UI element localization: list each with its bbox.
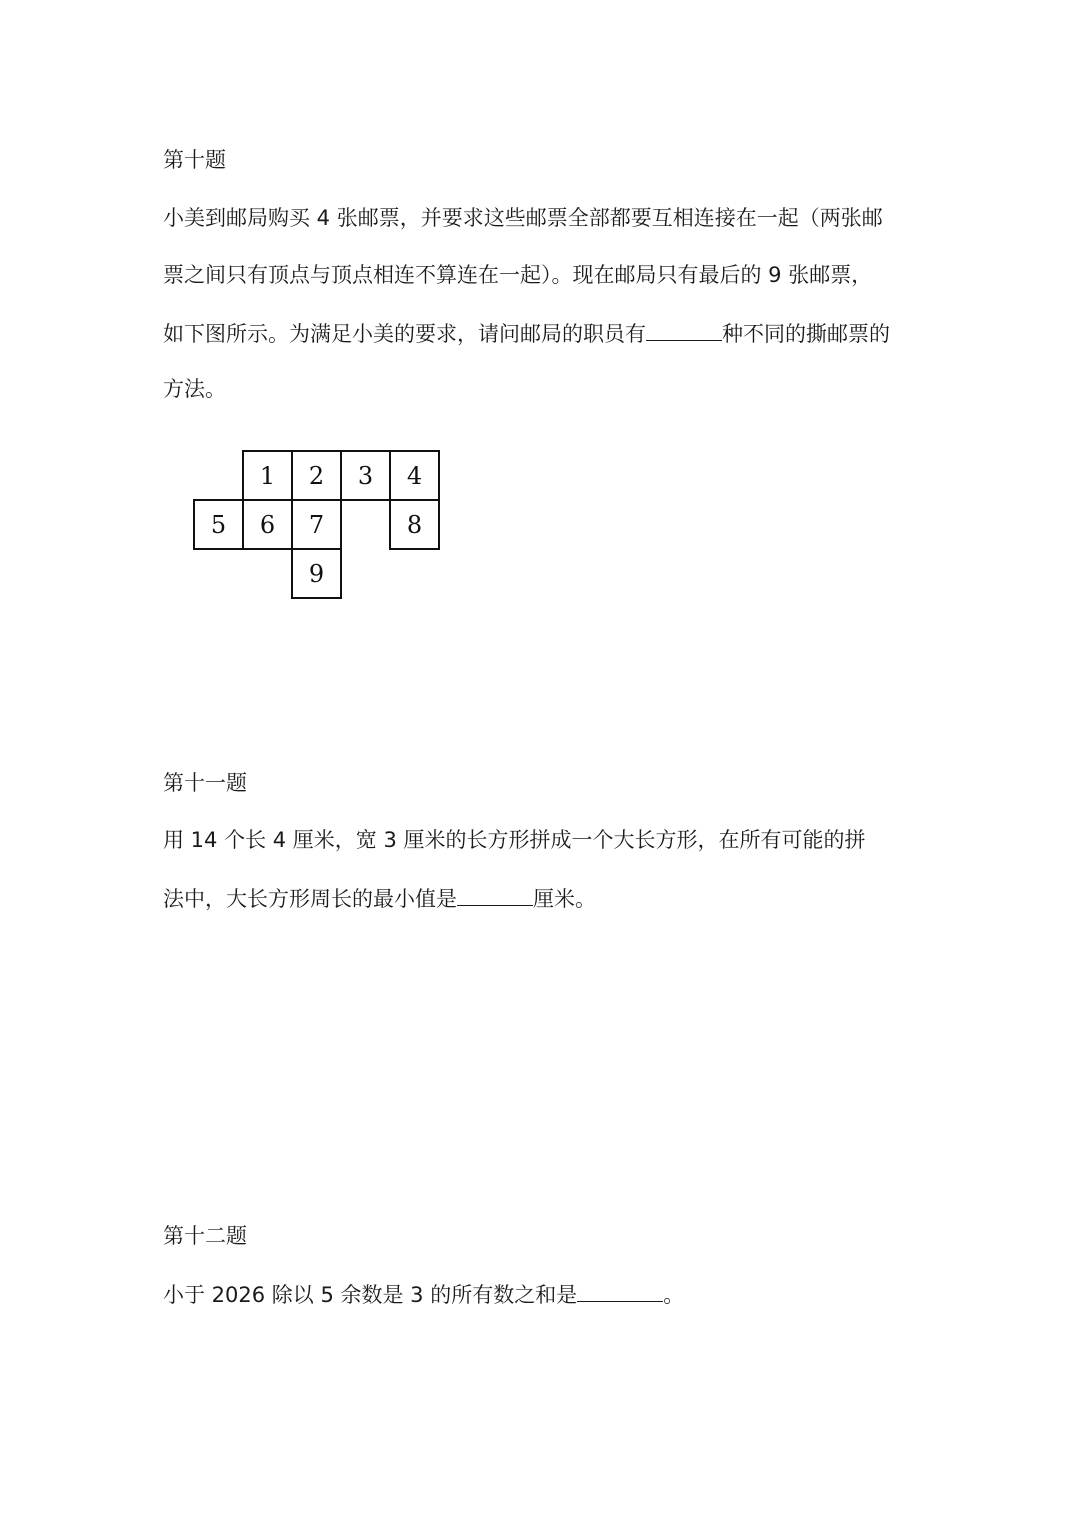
q11-answer-blank [457,883,533,906]
q10-text-line-1: 小美到邮局购买 4 张邮票，并要求这些邮票全部都要互相连接在一起（两张邮 [163,206,883,230]
stamp-2: 2 [308,461,325,490]
stamp-9: 9 [308,559,325,588]
q10-line3-after-blank: 种不同的撕邮票的 [722,322,890,346]
q10-text-line-3 [163,318,890,348]
q10-answer-blank [646,318,722,341]
q10-line3-before-blank: 如下图所示。为满足小美的要求，请问邮局的职员有 [163,322,646,346]
stamp-6: 6 [259,510,276,539]
q12-line1-before-blank: 小于 2026 除以 5 余数是 3 的所有数之和是 [163,1283,578,1307]
q10-text-line-4: 方法。 [163,377,226,401]
stamp-3: 3 [357,461,374,490]
stamp-4: 4 [406,461,423,490]
q12-answer-blank [577,1279,663,1302]
stamp-7: 7 [308,510,325,539]
q12-text-line-1 [163,1279,684,1309]
q11-line2-before-blank: 法中，大长方形周长的最小值是 [163,887,457,911]
q11-heading: 第十一题 [163,771,247,795]
stamp-1: 1 [259,461,276,490]
stamp-5: 5 [210,510,227,539]
q12-heading: 第十二题 [163,1224,247,1248]
q11-text-line-2 [163,883,596,913]
stamp-figure [193,450,441,602]
q11-line2-after-blank: 厘米。 [533,887,596,911]
q11-text-line-1: 用 14 个长 4 厘米，宽 3 厘米的长方形拼成一个大长方形，在所有可能的拼 [163,828,866,852]
q10-text-line-2: 票之间只有顶点与顶点相连不算连在一起）。现在邮局只有最后的 9 张邮票， [163,263,873,287]
q12-line1-after-blank: 。 [663,1283,685,1307]
q10-heading: 第十题 [163,148,226,172]
stamp-8: 8 [406,510,423,539]
